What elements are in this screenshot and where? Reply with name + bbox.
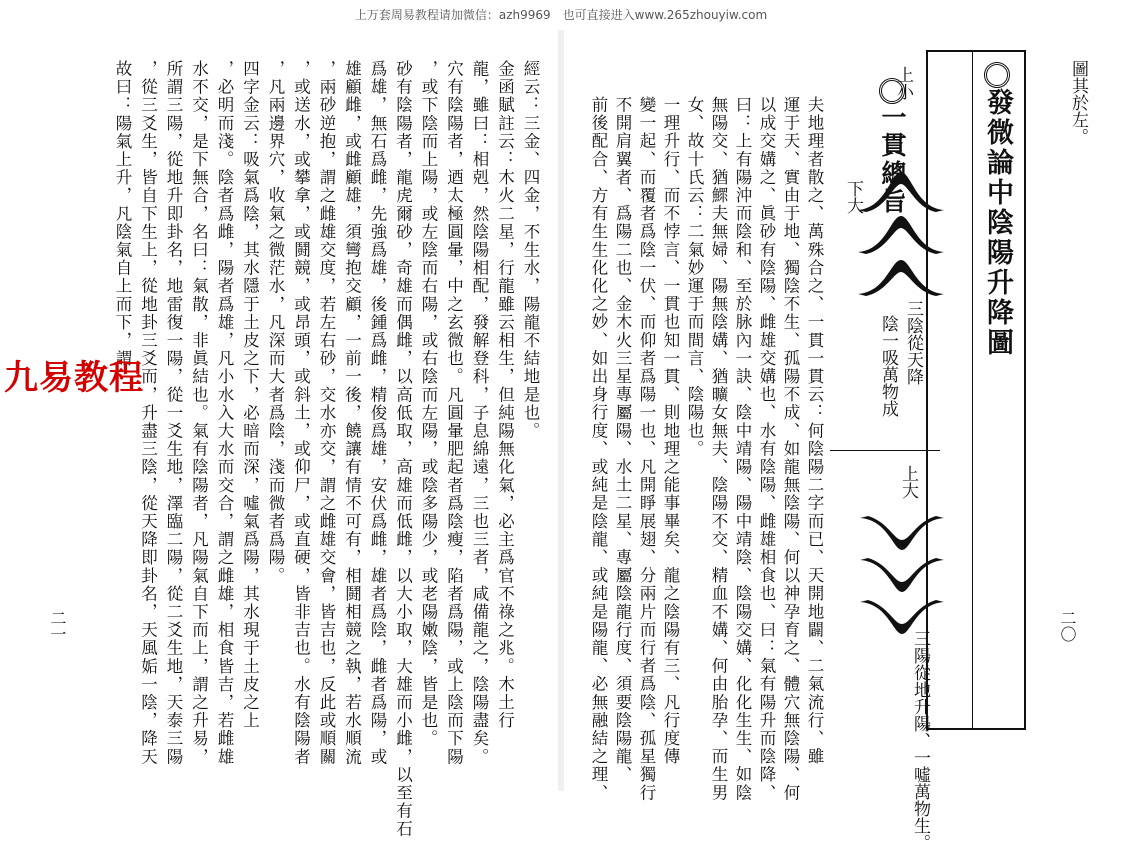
right-text-column: 前後配合、方有生生化化之妙、如出身行度、或純是陰龍、或純是陽龍、必無融結之理、 <box>589 96 608 802</box>
left-text-column: 經云：三金、四金，不生水，陽龍不結地是也。 <box>521 60 540 441</box>
diagram-title: 發微論中陰陽升降圖 <box>978 62 1017 358</box>
label-top-big: 上大 <box>898 465 918 499</box>
right-text-column: 曰：上有陽沖而陰和、至於脉內一訣、陰中靖陽、陽中靖陰、陰陽交媾、化化生生、如陰 <box>733 96 752 802</box>
left-text-column: 龍，雖曰：相剋，然陰陽相配，發解登科，子息綿遠，三也三者，咸備龍之，陰陽盡矣。 <box>470 60 489 766</box>
left-text-column: ，或下陰而上陽，或左陰而右陽，或右陰而左陽，或陰多陽少，或老陽嫩陰，皆是也。 <box>419 60 438 748</box>
right-text-column: 夫地理者散之、萬殊合之、一貫一貫云：何陰陽二字而已、天開地闢、二氣流行、雖 <box>805 96 824 766</box>
right-text-column: 運于天、實由于地、獨陰不生、孤陽不成、如龍無陰陽、何以神孕育之、體穴無陰陽、何 <box>781 96 800 802</box>
left-text-column: 砂有陰陽者，龍虎爾砂，奇雄而偶雌，以高低取，高雄而低雌，以大小取，大雄而小雌，以至有石 <box>393 60 413 839</box>
left-text-column: 雄顧雌，或雌顧雄，須彎抱交顧，一前一後，饒讓有情不可有，相鬪相競之執，若水順流 <box>342 60 362 766</box>
right-page-number: 二〇 <box>1058 610 1077 642</box>
label-yin-fall-2: 陰一吸萬物成 <box>878 315 898 417</box>
left-text-column: ，兩砂逆抱，謂之雌雄交度，若左右砂，交水亦交，謂之雌雄交會，皆吉也，反此或順關 <box>317 60 336 766</box>
watermark: 九易教程 <box>4 358 144 398</box>
left-text-column: 爲雄，無石爲雌，先強爲雄，後鍾爲雌，精俊爲雄，安伏爲雌，雄者爲陰，雌者爲陽，或 <box>368 60 387 766</box>
double-circle-icon <box>879 78 905 104</box>
falling-basins-icon <box>858 510 946 640</box>
left-text-column: 水不交，是下無合，名曰：氣散，非眞結也。氣有陰陽者，凡陽氣自下而上，謂之升易， <box>189 60 209 766</box>
label-yin-fall-1: 三陰從天降 <box>903 300 923 385</box>
left-text-column: 故曰：陽氣上升，凡陰氣自上而下，謂 <box>113 60 132 368</box>
label-bottom-big: 下大 <box>843 180 863 214</box>
header-note: 上万套周易教程请加微信：azh9969 也可直接进入www.265zhouyiw.com <box>354 8 768 22</box>
left-text-column: 金函賦註云：木火二星，行龍雖云相生，但純陽無化氣，必主爲官不祿之兆。木土行 <box>495 60 515 730</box>
left-text-column: ，凡兩邊界穴，收氣之微茫水，凡深而大者爲陰，淺而微者爲陽。 <box>266 60 285 585</box>
left-text-column: 所謂三陽，從地升即卦名，地雷復一陽，從一爻生地，澤臨二陽，從二爻生地，天泰三陽 <box>164 60 183 766</box>
right-text-column: 以成交媾之、眞砂有陰陽、雌雄交媾也、水有陰陽、雌雄相食也、曰：氣有陽升而陰降、 <box>757 96 776 802</box>
section-title: 一貫總旨 <box>874 78 910 216</box>
right-note: 圖其於左。 <box>1068 60 1088 145</box>
label-top-small: 上小 <box>893 66 913 100</box>
diagram-hline <box>830 450 940 451</box>
left-text-column: ，必明而淺。陰者爲雌，陽者爲雄，凡小水入大水而交合，謂之雌雄，相食皆吉，若雌雄 <box>215 60 234 766</box>
double-circle-icon <box>984 62 1010 88</box>
left-page-number: 二一 <box>48 610 67 642</box>
book-spine <box>558 30 564 791</box>
left-text-column: ，從三爻生，皆自下生上，從地卦三爻而，升盡三陰，從天降即卦名，天風姤一陰，降天 <box>138 60 158 766</box>
left-text-column: 穴有陰陽者，迺太極圓暈，中之玄微也。凡圓暈肥起者爲陰瘦，陷者爲陽，或上陰而下陽 <box>444 60 464 766</box>
right-text-column: 一理升行、而不悖言、一貫也知一貫、則地理之能事畢矣、龍之陰陽有三、凡行度傳 <box>661 96 680 766</box>
left-page <box>0 30 556 839</box>
right-text-column: 無陽交、猶鰥夫無婦、陽無陰媾、猶曠女無夫、陰陽不交、精血不媾、何由胎孕、而生男 <box>709 96 728 802</box>
label-yang-rise: 三陽從地升陽、一噓萬物生。 <box>910 630 930 851</box>
right-text-column: 女、故十氏云：二氣妙運于而間言、陰陽也。 <box>685 96 704 458</box>
left-text-column: 四字金云：吸氣爲陰，其水隱于土皮之下，必暗而深，噓氣爲陽，其水現于土皮之上 <box>240 60 260 730</box>
right-text-column: 不開肩翼者、爲陽二也、金木火三星專屬陽、水土二星、專屬陰龍行度、須要陰陽龍、 <box>613 96 632 784</box>
left-text-column: ，或送水，或攀拿，或鬪競，或昂頭，或斜土，或仰尸，或直硬，皆非吉也。水有陰陽者 <box>291 60 311 766</box>
right-page <box>566 30 1122 851</box>
right-text-column: 變一起、而覆者爲陰一伏、而仰者爲陽一也、凡開睜展翅、分兩片而行者爲陰、孤星獨行 <box>637 96 656 802</box>
diagram-divider <box>972 52 973 728</box>
